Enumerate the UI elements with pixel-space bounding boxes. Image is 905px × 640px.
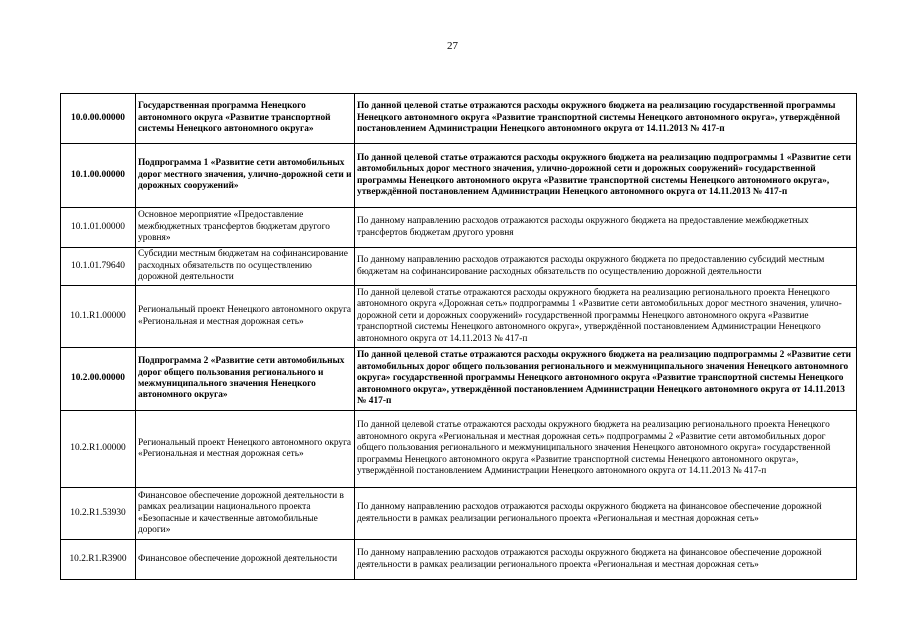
row-name: Региональный проект Ненецкого автономного округа «Региональная и местная дорожная сеть» [136, 286, 355, 348]
row-name: Подпрограмма 1 «Развитие сети автомобильных дорог местного значения, улично-дорожной сети и дорожных сооружений» [136, 144, 355, 208]
row-code: 10.2.R1.53930 [61, 488, 136, 540]
row-code: 10.0.00.00000 [61, 94, 136, 144]
table-row [61, 208, 857, 248]
table-row [61, 540, 857, 580]
row-description: По данной целевой статье отражаются расходы окружного бюджета на реализацию подпрограммы 2 «Развитие сети автомобильных дорог общего пользования регионального и межмуниципального значения Ненецкого автономного округа» государственной программы Ненецкого автономного округа «Развитие транспортной системы Ненецкого автономного округа», утверждённой постановлением Администрации Ненецкого автономного округа от 14.11.2013 № 417-п [355, 348, 857, 411]
table-row [61, 286, 857, 348]
row-code: 10.1.00.00000 [61, 144, 136, 208]
table-row [61, 144, 857, 208]
row-code: 10.1.01.79640 [61, 248, 136, 286]
row-name: Государственная программа Ненецкого автономного округа «Развитие транспортной системы Ненецкого автономного округа» [136, 94, 355, 144]
table-row [61, 94, 857, 144]
table-row [61, 411, 857, 488]
table-row [61, 248, 857, 286]
table-row [61, 488, 857, 540]
row-code: 10.2.R1.00000 [61, 411, 136, 488]
row-code: 10.1.01.00000 [61, 208, 136, 248]
row-description: По данной целевой статье отражаются расходы окружного бюджета на реализацию регионального проекта Ненецкого автономного округа «Дорожная сеть» подпрограммы 1 «Развитие сети автомобильных дорог местного значения, улично-дорожной сети и дорожных сооружений» государственной программы Ненецкого автономного округа «Развитие транспортной системы Ненецкого автономного округа», утверждённой постановлением Администрации Ненецкого автономного округа от 14.11.2013 № 417-п [355, 286, 857, 348]
row-name: Подпрограмма 2 «Развитие сети автомобильных дорог общего пользования регионального и межмуниципального значения Ненецкого автономного округа» [136, 348, 355, 411]
row-description: По данной целевой статье отражаются расходы окружного бюджета на реализацию регионального проекта Ненецкого автономного округа «Региональная и местная дорожная сеть» подпрограммы 2 «Развитие сети автомобильных дорог общего пользования регионального и межмуниципального значения Ненецкого автономного округа» государственной программы Ненецкого автономного округа «Развитие транспортной системы Ненецкого автономного округа», утверждённой постановлением Администрации Ненецкого автономного округа от 14.11.2013 № 417-п [355, 411, 857, 488]
row-description: По данному направлению расходов отражаются расходы окружного бюджета на финансовое обеспечение дорожной деятельности в рамках реализации регионального проекта «Региональная и местная дорожная сеть» [355, 488, 857, 540]
row-name: Финансовое обеспечение дорожной деятельности [136, 540, 355, 580]
row-description: По данному направлению расходов отражаются расходы окружного бюджета по предоставлению субсидий местным бюджетам на софинансирование расходных обязательств по осуществлению дорожной деятельности [355, 248, 857, 286]
row-name: Субсидии местным бюджетам на софинансирование расходных обязательств по осуществлению дорожной деятельности [136, 248, 355, 286]
row-name: Финансовое обеспечение дорожной деятельности в рамках реализации национального проекта «Безопасные и качественные автомобильные дороги» [136, 488, 355, 540]
row-description: По данному направлению расходов отражаются расходы окружного бюджета на предоставление межбюджетных трансфертов бюджетам другого уровня [355, 208, 857, 248]
row-code: 10.1.R1.00000 [61, 286, 136, 348]
row-description: По данному направлению расходов отражаются расходы окружного бюджета на финансовое обеспечение дорожной деятельности в рамках реализации регионального проекта «Региональная и местная дорожная сеть» [355, 540, 857, 580]
row-code: 10.2.R1.R3900 [61, 540, 136, 580]
row-name: Региональный проект Ненецкого автономного округа «Региональная и местная дорожная сеть» [136, 411, 355, 488]
row-description: По данной целевой статье отражаются расходы окружного бюджета на реализацию подпрограммы 1 «Развитие сети автомобильных дорог местного значения, улично-дорожной сети и дорожных сооружений» государственной программы Ненецкого автономного округа «Развитие транспортной системы Ненецкого автономного округа», утверждённой постановлением Администрации Ненецкого автономного округа от 14.11.2013 № 417-п [355, 144, 857, 208]
row-code: 10.2.00.00000 [61, 348, 136, 411]
row-description: По данной целевой статье отражаются расходы окружного бюджета на реализацию государственной программы Ненецкого автономного округа «Развитие транспортной системы Ненецкого автономного округа», утверждённой постановлением Администрации Ненецкого автономного округа от 14.11.2013 № 417-п [355, 94, 857, 144]
row-name: Основное мероприятие «Предоставление межбюджетных трансфертов бюджетам другого уровня» [136, 208, 355, 248]
page-number: 27 [447, 40, 458, 52]
table-row [61, 348, 857, 411]
target-articles-table [60, 93, 857, 580]
